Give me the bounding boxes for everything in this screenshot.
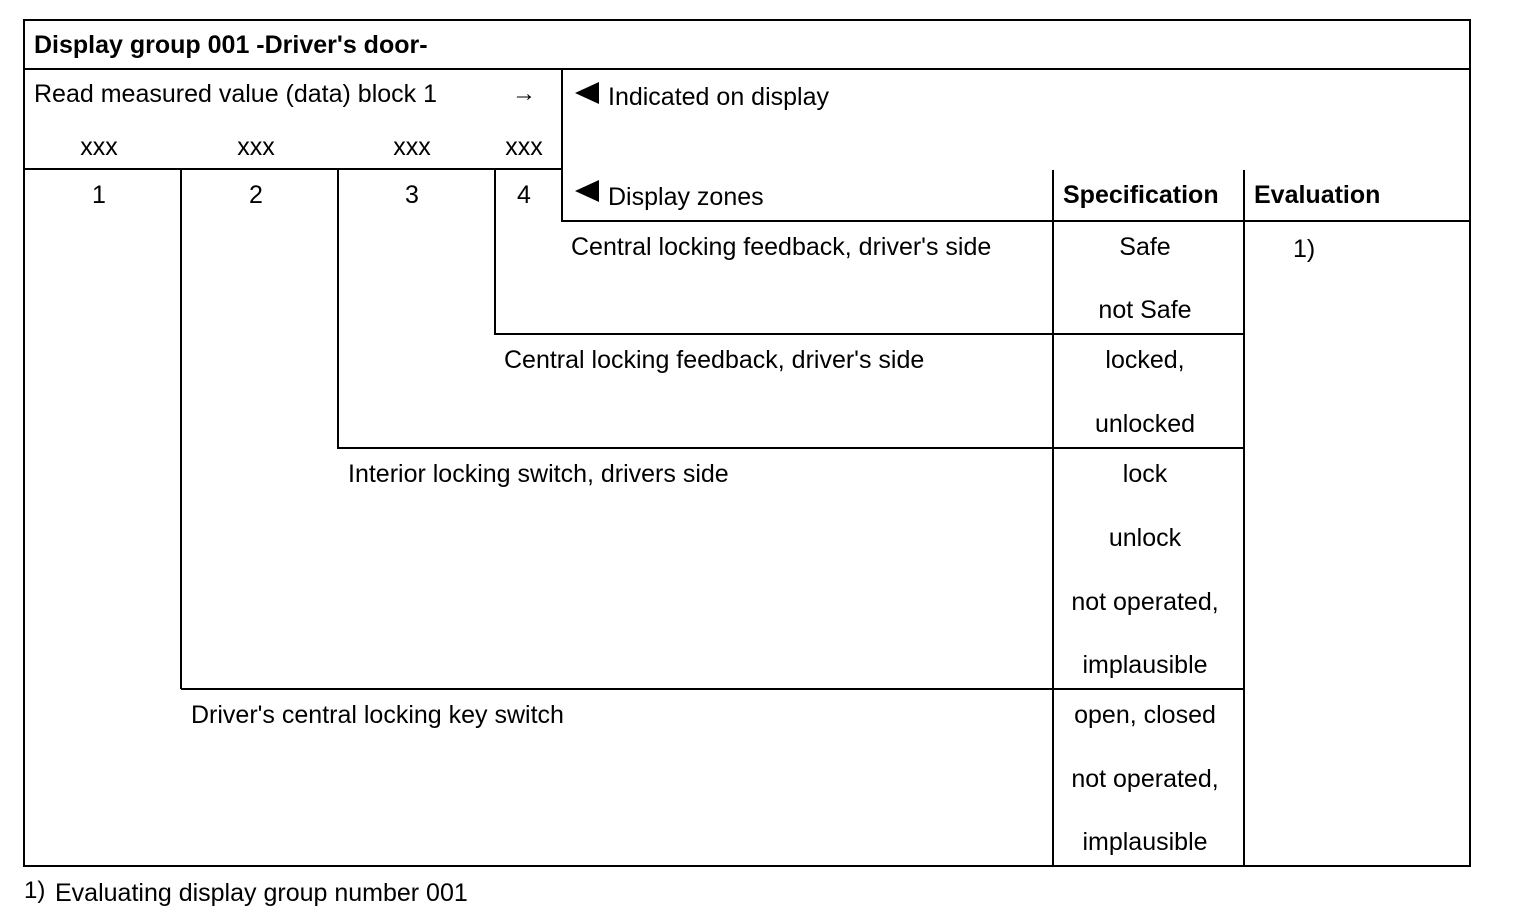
- evaluation-left-line: [1243, 170, 1245, 867]
- zone-1-2-divider: [180, 168, 182, 689]
- indicated-on-display-label: Indicated on display: [608, 83, 829, 111]
- read-block-label: Read measured value (data) block 1: [34, 80, 438, 108]
- zone-number-2: 2: [249, 181, 263, 209]
- zone-number-3: 3: [405, 181, 419, 209]
- spec-not-operated: not operated,: [1071, 765, 1219, 793]
- row1-bottom-line: [495, 333, 1245, 335]
- left-pointer-icon: [575, 180, 599, 202]
- row-label-central-locking-feedback-zone4: Central locking feedback, driver's side: [571, 233, 992, 261]
- zone-number-4: 4: [517, 181, 531, 209]
- row2-bottom-line: [338, 447, 1245, 449]
- footnote-text: Evaluating display group number 001: [55, 879, 468, 907]
- spec-not-operated: not operated,: [1071, 588, 1219, 616]
- zone-3-4-divider: [494, 168, 496, 335]
- left-pointer-icon: [575, 82, 599, 104]
- spec-safe: Safe: [1119, 233, 1171, 261]
- spec-not-safe: not Safe: [1098, 296, 1192, 324]
- zone-value-2: xxx: [237, 133, 275, 161]
- read-block-bottom-line: [23, 168, 563, 170]
- header-bottom-line: [563, 220, 1471, 222]
- row-label-central-locking-feedback-zone3: Central locking feedback, driver's side: [504, 346, 925, 374]
- zone-value-3: xxx: [393, 133, 431, 161]
- zone-value-4: xxx: [505, 133, 543, 161]
- row-label-interior-locking-switch: Interior locking switch, drivers side: [348, 460, 729, 488]
- specification-left-line: [1052, 170, 1054, 867]
- spec-implausible: implausible: [1082, 828, 1208, 856]
- spec-locked: locked,: [1105, 346, 1185, 374]
- evaluation-header: Evaluation: [1254, 181, 1381, 209]
- display-zones-label: Display zones: [608, 183, 764, 211]
- specification-header: Specification: [1063, 181, 1219, 209]
- footnote-marker: 1): [24, 877, 46, 904]
- spec-lock: lock: [1122, 460, 1168, 488]
- spec-implausible: implausible: [1082, 651, 1208, 679]
- spec-unlocked: unlocked: [1094, 410, 1196, 438]
- spec-open-closed: open, closed: [1074, 701, 1216, 729]
- row3-bottom-line: [181, 688, 1245, 690]
- spec-unlock: unlock: [1108, 524, 1182, 552]
- right-arrow-icon: →: [512, 80, 536, 107]
- page-title: Display group 001 -Driver's door-: [34, 31, 428, 59]
- evaluation-footnote-ref: 1): [1293, 235, 1316, 263]
- zone-value-1: xxx: [80, 133, 118, 161]
- zone-2-3-divider: [337, 168, 339, 449]
- title-divider: [23, 68, 1471, 70]
- zone-number-1: 1: [92, 181, 106, 209]
- read-block-right-line: [561, 68, 563, 222]
- row-label-key-switch: Driver's central locking key switch: [191, 701, 564, 729]
